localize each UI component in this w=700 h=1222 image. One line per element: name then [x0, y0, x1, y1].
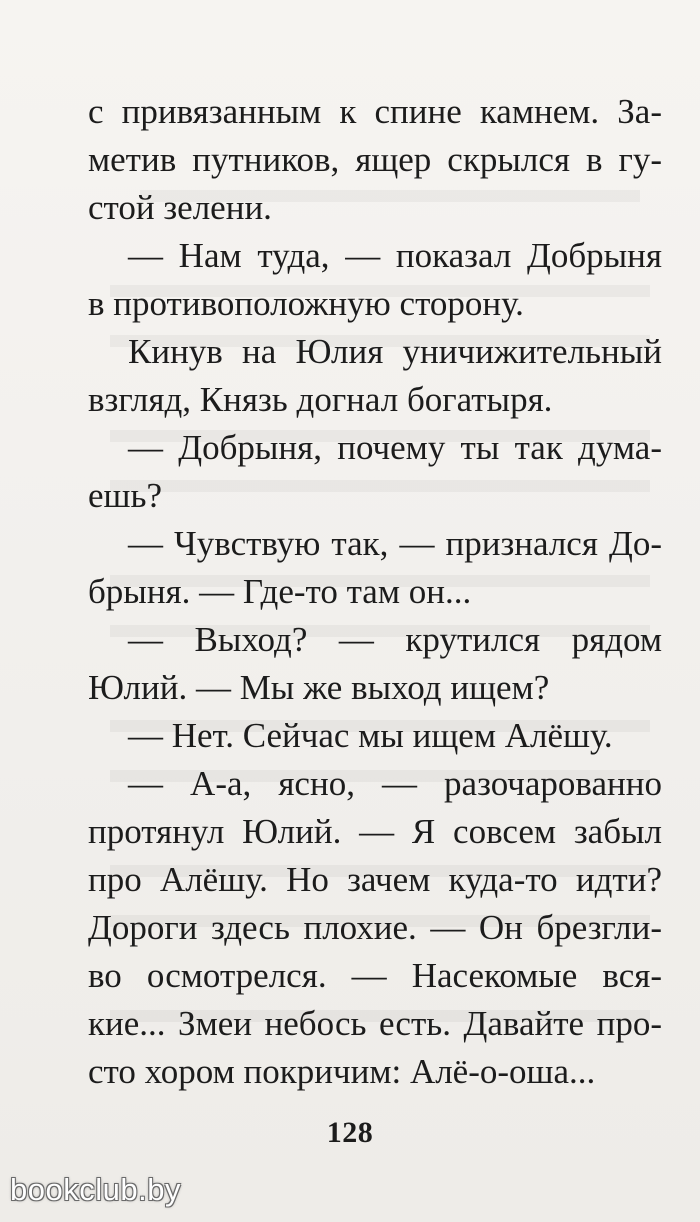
- text-line: — Нет. Сейчас мы ищем Алёшу.: [128, 716, 613, 755]
- text-line: стой зелени.: [88, 188, 272, 227]
- watermark-logo: bookclub.by: [10, 1172, 181, 1207]
- text-line: в противоположную сторону.: [88, 284, 524, 323]
- text-line: метив путников, ящер скрылся в гу-: [88, 140, 662, 179]
- text-line: кие... Змеи небось есть. Давайте про-: [88, 1004, 662, 1043]
- text-line: — Выход? — крутился рядом: [128, 620, 662, 659]
- text-line: сто хором покричим: Алё-о-оша...: [88, 1052, 596, 1091]
- page-text: [88, 88, 662, 1096]
- text-line: ешь?: [88, 476, 162, 515]
- text-line: Юлий. — Мы же выход ищем?: [88, 668, 550, 707]
- text-line: Дороги здесь плохие. — Он брезгли-: [88, 908, 662, 947]
- page-number: 128: [326, 1116, 374, 1149]
- text-line: брыня. — Где-то там он...: [88, 572, 472, 611]
- text-line: с привязанным к спине камнем. За-: [88, 92, 662, 131]
- text-line: Кинув на Юлия уничижительный: [128, 332, 662, 371]
- text-line: — А-а, ясно, — разочарованно: [128, 764, 662, 803]
- text-line: про Алёшу. Но зачем куда-то идти?: [88, 860, 662, 899]
- text-line: — Нам туда, — показал Добрыня: [128, 236, 662, 275]
- text-line: во осмотрелся. — Насекомые вся-: [88, 956, 662, 995]
- text-line: взгляд, Князь догнал богатыря.: [88, 380, 553, 419]
- text-line: — Добрыня, почему ты так дума-: [128, 428, 662, 467]
- text-line: протянул Юлий. — Я совсем забыл: [88, 812, 662, 851]
- text-line: — Чувствую так, — признался До-: [128, 524, 662, 563]
